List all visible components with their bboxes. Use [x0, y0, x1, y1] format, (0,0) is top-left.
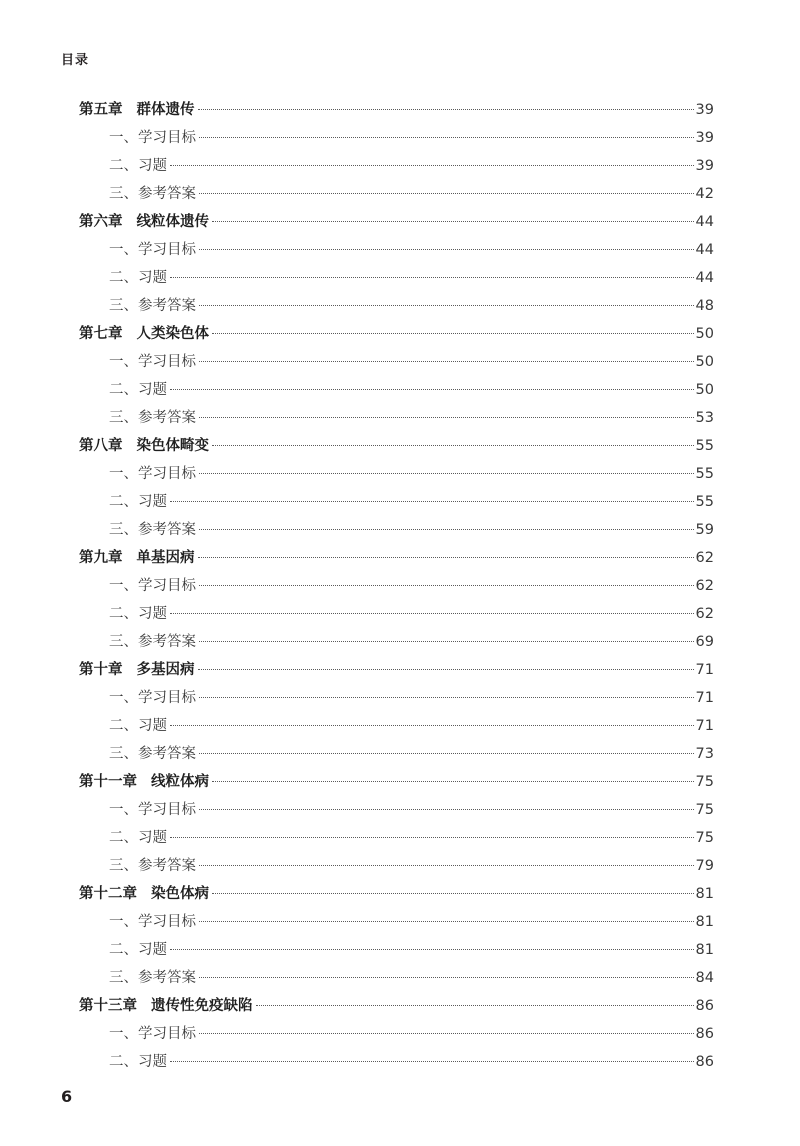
dot-leader — [198, 109, 694, 110]
section-title: 二、习题 — [109, 718, 167, 734]
toc-section-entry[interactable] — [79, 908, 714, 936]
dot-leader — [212, 781, 694, 782]
toc-entry-label — [109, 1020, 196, 1048]
dot-leader — [170, 949, 694, 950]
toc-page-number: 86 — [695, 998, 714, 1014]
toc-chapter-entry[interactable] — [79, 880, 714, 908]
page-number: 6 — [61, 1087, 73, 1106]
toc-chapter-entry[interactable] — [79, 544, 714, 572]
section-title: 三、参考答案 — [109, 522, 196, 538]
dot-leader — [170, 837, 694, 838]
toc-page-number: 39 — [695, 102, 714, 118]
dot-leader — [170, 277, 694, 278]
toc-chapter-entry[interactable] — [79, 768, 714, 796]
toc-chapter-entry[interactable] — [79, 432, 714, 460]
dot-leader — [199, 585, 694, 586]
section-title: 一、学习目标 — [109, 242, 196, 258]
toc-section-entry[interactable] — [79, 404, 714, 432]
toc-entry-label — [109, 292, 196, 320]
chapter-number: 第六章 — [79, 214, 123, 230]
section-title: 二、习题 — [109, 270, 167, 286]
toc-page-number: 75 — [695, 774, 714, 790]
toc-entry-label — [79, 656, 195, 684]
toc-entry-label — [109, 180, 196, 208]
dot-leader — [199, 641, 694, 642]
section-title: 二、习题 — [109, 382, 167, 398]
chapter-number: 第十二章 — [79, 886, 137, 902]
toc-chapter-entry[interactable] — [79, 992, 714, 1020]
toc-section-entry[interactable] — [79, 964, 714, 992]
section-title: 一、学习目标 — [109, 914, 196, 930]
section-title: 三、参考答案 — [109, 634, 196, 650]
dot-leader — [199, 473, 694, 474]
section-title: 二、习题 — [109, 1054, 167, 1070]
toc-page-number: 81 — [695, 914, 714, 930]
section-title: 一、学习目标 — [109, 802, 196, 818]
toc-page-number: 81 — [695, 886, 714, 902]
dot-leader — [199, 193, 694, 194]
toc-entry-label — [109, 404, 196, 432]
toc-page-number: 50 — [695, 326, 714, 342]
toc-entry-label — [109, 936, 167, 964]
table-of-contents — [79, 96, 714, 1076]
toc-page-number: 42 — [695, 186, 714, 202]
section-title: 一、学习目标 — [109, 1026, 196, 1042]
dot-leader — [199, 809, 694, 810]
toc-section-entry[interactable] — [79, 348, 714, 376]
toc-entry-label — [79, 96, 195, 124]
section-title: 一、学习目标 — [109, 354, 196, 370]
toc-page-number: 50 — [695, 354, 714, 370]
chapter-title: 线粒体病 — [151, 774, 209, 790]
toc-page-number: 86 — [695, 1054, 714, 1070]
toc-entry-label — [109, 684, 196, 712]
section-title: 二、习题 — [109, 158, 167, 174]
toc-page-number: 39 — [695, 158, 714, 174]
dot-leader — [199, 361, 694, 362]
toc-section-entry[interactable] — [79, 572, 714, 600]
toc-page-number: 71 — [695, 662, 714, 678]
chapter-number: 第十三章 — [79, 998, 137, 1014]
dot-leader — [199, 753, 694, 754]
chapter-number: 第九章 — [79, 550, 123, 566]
toc-page-number: 44 — [695, 270, 714, 286]
toc-page-number: 50 — [695, 382, 714, 398]
dot-leader — [170, 725, 694, 726]
toc-page-number: 71 — [695, 690, 714, 706]
page-header-title: 目录 — [61, 53, 90, 68]
toc-page-number: 39 — [695, 130, 714, 146]
toc-section-entry[interactable] — [79, 236, 714, 264]
toc-entry-label — [79, 768, 209, 796]
toc-page-number: 71 — [695, 718, 714, 734]
toc-entry-label — [79, 208, 209, 236]
toc-page-number: 55 — [695, 494, 714, 510]
toc-entry-label — [109, 600, 167, 628]
section-title: 二、习题 — [109, 606, 167, 622]
dot-leader — [198, 557, 694, 558]
dot-leader — [199, 417, 694, 418]
toc-page-number: 86 — [695, 1026, 714, 1042]
toc-section-entry[interactable] — [79, 600, 714, 628]
toc-page-number: 69 — [695, 634, 714, 650]
toc-page-number: 44 — [695, 242, 714, 258]
toc-page-number: 79 — [695, 858, 714, 874]
toc-entry-label — [109, 348, 196, 376]
toc-entry-label — [79, 544, 195, 572]
section-title: 三、参考答案 — [109, 858, 196, 874]
dot-leader — [170, 501, 694, 502]
toc-section-entry[interactable] — [79, 1020, 714, 1048]
toc-page-number: 62 — [695, 578, 714, 594]
toc-chapter-entry[interactable] — [79, 320, 714, 348]
chapter-title: 多基因病 — [136, 662, 195, 678]
section-title: 二、习题 — [109, 830, 167, 846]
section-title: 一、学习目标 — [109, 130, 196, 146]
chapter-number: 第八章 — [79, 438, 123, 454]
toc-entry-label — [109, 376, 167, 404]
dot-leader — [212, 333, 694, 334]
chapter-number: 第五章 — [79, 102, 123, 118]
chapter-number: 第十一章 — [79, 774, 137, 790]
section-title: 二、习题 — [109, 494, 167, 510]
toc-entry-label — [109, 236, 196, 264]
toc-entry-label — [109, 460, 196, 488]
toc-section-entry[interactable] — [79, 488, 714, 516]
dot-leader — [170, 389, 694, 390]
toc-section-entry[interactable] — [79, 376, 714, 404]
chapter-title: 染色体畸变 — [136, 438, 209, 454]
toc-page-number: 81 — [695, 942, 714, 958]
section-title: 一、学习目标 — [109, 690, 196, 706]
section-title: 一、学习目标 — [109, 578, 196, 594]
chapter-title: 遗传性免疫缺陷 — [151, 998, 253, 1014]
chapter-title: 单基因病 — [136, 550, 195, 566]
toc-page-number: 62 — [695, 606, 714, 622]
toc-section-entry[interactable] — [79, 124, 714, 152]
toc-chapter-entry[interactable] — [79, 96, 714, 124]
section-title: 二、习题 — [109, 942, 167, 958]
toc-page-number: 55 — [695, 438, 714, 454]
toc-entry-label — [109, 852, 196, 880]
toc-entry-label — [79, 880, 209, 908]
toc-section-entry[interactable] — [79, 180, 714, 208]
toc-entry-label — [79, 320, 209, 348]
toc-entry-label — [79, 992, 253, 1020]
dot-leader — [199, 305, 694, 306]
dot-leader — [199, 1033, 694, 1034]
toc-page-number: 55 — [695, 466, 714, 482]
section-title: 三、参考答案 — [109, 298, 196, 314]
dot-leader — [198, 669, 694, 670]
toc-entry-label — [109, 824, 167, 852]
section-title: 一、学习目标 — [109, 466, 196, 482]
toc-section-entry[interactable] — [79, 1048, 714, 1076]
dot-leader — [199, 921, 694, 922]
toc-chapter-entry[interactable] — [79, 208, 714, 236]
toc-page-number: 75 — [695, 830, 714, 846]
toc-entry-label — [79, 432, 209, 460]
dot-leader — [212, 893, 694, 894]
toc-entry-label — [109, 628, 196, 656]
toc-entry-label — [109, 740, 196, 768]
dot-leader — [256, 1005, 694, 1006]
toc-section-entry[interactable] — [79, 796, 714, 824]
dot-leader — [199, 865, 694, 866]
chapter-title: 人类染色体 — [136, 326, 209, 342]
toc-entry-label — [109, 516, 196, 544]
toc-page-number: 84 — [695, 970, 714, 986]
dot-leader — [170, 165, 694, 166]
toc-section-entry[interactable] — [79, 684, 714, 712]
toc-entry-label — [109, 908, 196, 936]
toc-page-number: 62 — [695, 550, 714, 566]
toc-page-number: 48 — [695, 298, 714, 314]
toc-entry-label — [109, 152, 167, 180]
toc-section-entry[interactable] — [79, 628, 714, 656]
toc-page-number: 73 — [695, 746, 714, 762]
dot-leader — [170, 613, 694, 614]
toc-entry-label — [109, 964, 196, 992]
toc-page-number: 53 — [695, 410, 714, 426]
dot-leader — [170, 1061, 694, 1062]
toc-entry-label — [109, 572, 196, 600]
toc-entry-label — [109, 488, 167, 516]
toc-section-entry[interactable] — [79, 712, 714, 740]
toc-section-entry[interactable] — [79, 936, 714, 964]
chapter-title: 群体遗传 — [136, 102, 195, 118]
toc-entry-label — [109, 1048, 167, 1076]
toc-section-entry[interactable] — [79, 292, 714, 320]
section-title: 三、参考答案 — [109, 410, 196, 426]
toc-entry-label — [109, 712, 167, 740]
toc-section-entry[interactable] — [79, 152, 714, 180]
toc-section-entry[interactable] — [79, 516, 714, 544]
chapter-number: 第十章 — [79, 662, 123, 678]
section-title: 三、参考答案 — [109, 970, 196, 986]
toc-page-number: 44 — [695, 214, 714, 230]
dot-leader — [199, 249, 694, 250]
toc-page-number: 59 — [695, 522, 714, 538]
dot-leader — [199, 137, 694, 138]
dot-leader — [212, 445, 694, 446]
toc-section-entry[interactable] — [79, 460, 714, 488]
dot-leader — [199, 977, 694, 978]
toc-section-entry[interactable] — [79, 264, 714, 292]
chapter-title: 染色体病 — [151, 886, 209, 902]
toc-page-number: 75 — [695, 802, 714, 818]
toc-section-entry[interactable] — [79, 852, 714, 880]
dot-leader — [212, 221, 694, 222]
chapter-title: 线粒体遗传 — [136, 214, 209, 230]
section-title: 三、参考答案 — [109, 746, 196, 762]
toc-entry-label — [109, 264, 167, 292]
toc-chapter-entry[interactable] — [79, 656, 714, 684]
section-title: 三、参考答案 — [109, 186, 196, 202]
toc-entry-label — [109, 796, 196, 824]
toc-section-entry[interactable] — [79, 740, 714, 768]
toc-section-entry[interactable] — [79, 824, 714, 852]
dot-leader — [199, 529, 694, 530]
dot-leader — [199, 697, 694, 698]
toc-entry-label — [109, 124, 196, 152]
chapter-number: 第七章 — [79, 326, 123, 342]
